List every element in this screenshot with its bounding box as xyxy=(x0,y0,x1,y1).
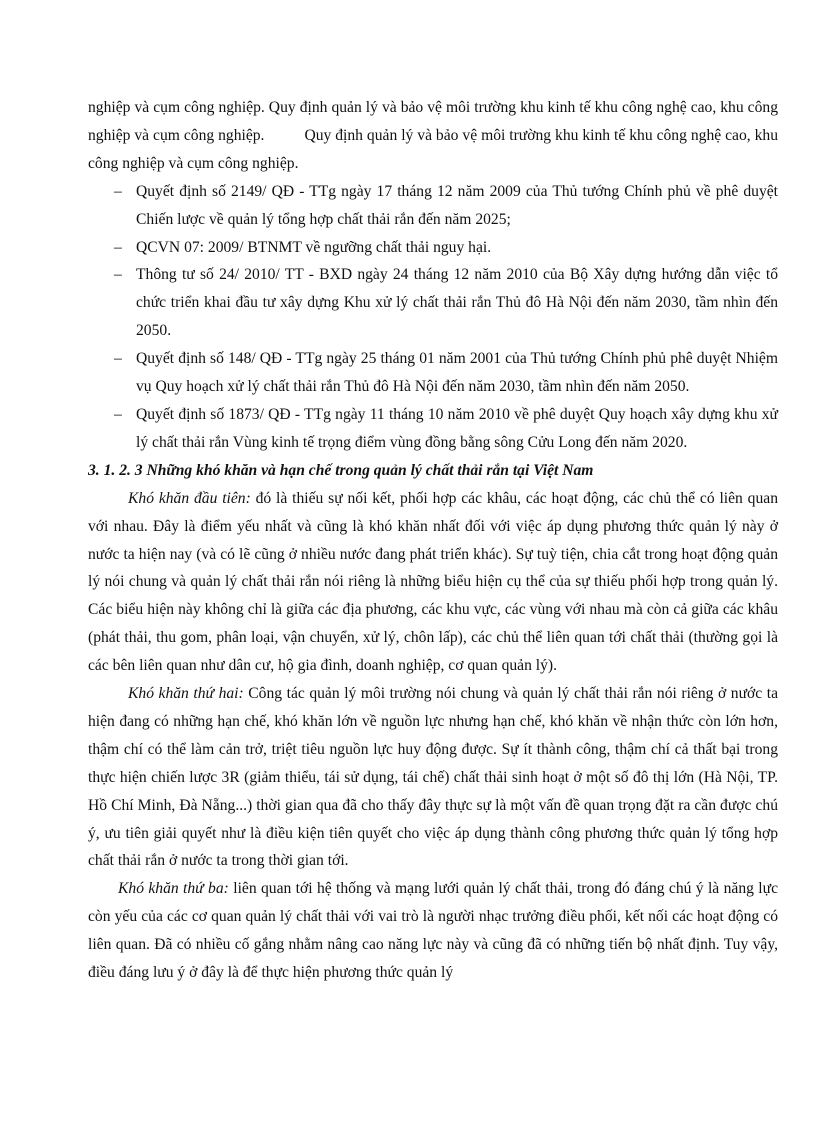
dash-bullet: – xyxy=(114,238,122,256)
list-item-text: Quyết định số 148/ QĐ - TTg ngày 25 tháng 01 năm 2001 của Thủ tướng Chính phủ phê duyệt Nhiệm vụ Quy hoạch xử lý chất thải rắn Thủ đô Hà Nội đến năm 2030, tầm nhìn đến năm 2050. xyxy=(136,350,778,396)
document-page xyxy=(88,94,778,987)
intro-text-2: Quy định quản lý và bảo vệ môi trường khu kinh tế khu công nghệ cao, khu công nghiệp và cụm công nghiệp. xyxy=(88,126,778,172)
list-item xyxy=(88,234,778,262)
paragraph-lead: Khó khăn thứ ba: xyxy=(118,880,229,898)
list-item-text: Thông tư số 24/ 2010/ TT - BXD ngày 24 tháng 12 năm 2010 của Bộ Xây dựng hướng dẫn việc tổ chức triển khai đầu tư xây dựng Khu xử lý chất thải rắn Thủ đô Hà Nội đến năm 2030, tầm nhìn đến 2050. xyxy=(136,266,778,340)
paragraph-text: đó là thiếu sự nối kết, phối hợp các khâu, các hoạt động, các chủ thể có liên quan với nhau. Đây là điểm yếu nhất và cũng là khó khăn nhất đối với việc áp dụng phương thức quản lý này ở nước ta hiện nay (và có lẽ cũng ở nhiều nước đang phát triển khác). Sự tuỳ tiện, chia cắt trong hoạt động quản lý nói chung và quản lý chất thải rắn nói riêng là những biểu hiện cụ thể của sự thiếu phối hợp trong quản lý. Các biểu hiện này không chỉ là giữa các địa phương, các khu vực, các vùng với nhau mà còn cả giữa các khâu (phát thải, thu gom, phân loại, vận chuyển, xử lý, chôn lấp), các chủ thể liên quan tới chất thải (thường gọi là các bên liên quan như dân cư, hộ gia đình, doanh nghiệp, cơ quan quản lý). xyxy=(88,489,778,675)
list-item-text: Quyết định số 2149/ QĐ - TTg ngày 17 tháng 12 năm 2009 của Thủ tướng Chính phủ về phê duyệt Chiến lược về quản lý tổng hợp chất thải rắn đến năm 2025; xyxy=(136,182,778,228)
intro-text-1: nghiệp và cụm công nghiệp. Quy định quản lý và bảo vệ môi trường khu kinh tế khu công nghệ cao, khu công nghiệp và cụm công nghiệp. xyxy=(88,99,778,144)
body-paragraph xyxy=(88,875,778,987)
paragraph-lead: Khó khăn thứ hai: xyxy=(128,685,244,703)
list-item xyxy=(88,178,778,234)
regulation-list xyxy=(88,178,778,457)
list-item-text: Quyết định số 1873/ QĐ - TTg ngày 11 tháng 10 năm 2010 về phê duyệt Quy hoạch xây dựng khu xử lý chất thải rắn Vùng kinh tế trọng điểm vùng đồng bằng sông Cửu Long đến năm 2020. xyxy=(136,405,778,451)
list-item xyxy=(88,345,778,401)
list-item xyxy=(88,261,778,345)
body-paragraph xyxy=(88,485,778,680)
body-paragraph xyxy=(88,680,778,875)
paragraph-text: liên quan tới hệ thống và mạng lưới quản lý chất thải, trong đó đáng chú ý là năng lực còn yếu của các cơ quan quản lý chất thải với vai trò là người nhạc trưởng điều phối, kết nối các hoạt động có liên quan. Đã có nhiều cố gắng nhằm nâng cao năng lực này và cũng đã có những tiến bộ nhất định. Tuy vậy, điều đáng lưu ý ở đây là để thực hiện phương thức quản lý xyxy=(88,880,778,982)
dash-bullet: – xyxy=(114,182,122,200)
list-item-text: QCVN 07: 2009/ BTNMT về ngưỡng chất thải nguy hại. xyxy=(136,238,492,256)
dash-bullet: – xyxy=(114,266,122,284)
list-item xyxy=(88,401,778,457)
section-heading: 3. 1. 2. 3 Những khó khăn và hạn chế trong quản lý chất thải rắn tại Việt Nam xyxy=(88,461,594,479)
dash-bullet: – xyxy=(114,405,122,423)
paragraph-lead: Khó khăn đầu tiên: xyxy=(128,489,251,507)
intro-paragraph xyxy=(88,94,778,178)
paragraph-text: Công tác quản lý môi trường nói chung và quản lý chất thải rắn nói riêng ở nước ta hiện đang có những hạn chế, khó khăn lớn về nguồn lực nhưng hạn chế, khó khăn về nhận thức còn lớn hơn, thậm chí có thể làm cản trở, triệt tiêu nguồn lực huy động được. Sự ít thành công, thậm chí cả thất bại trong thực hiện chiến lược 3R (giảm thiểu, tái sử dụng, tái chế) chất thải sinh hoạt ở một số đô thị lớn (Hà Nội, TP. Hồ Chí Minh, Đà Nẵng...) thời gian qua đã cho thấy đây thực sự là một vấn đề quan trọng đặt ra cần được chú ý, ưu tiên giải quyết như là điều kiện tiên quyết cho việc áp dụng thành công phương thức quản lý tổng hợp chất thải rắn ở nước ta trong thời gian tới. xyxy=(88,685,778,870)
dash-bullet: – xyxy=(114,350,122,368)
